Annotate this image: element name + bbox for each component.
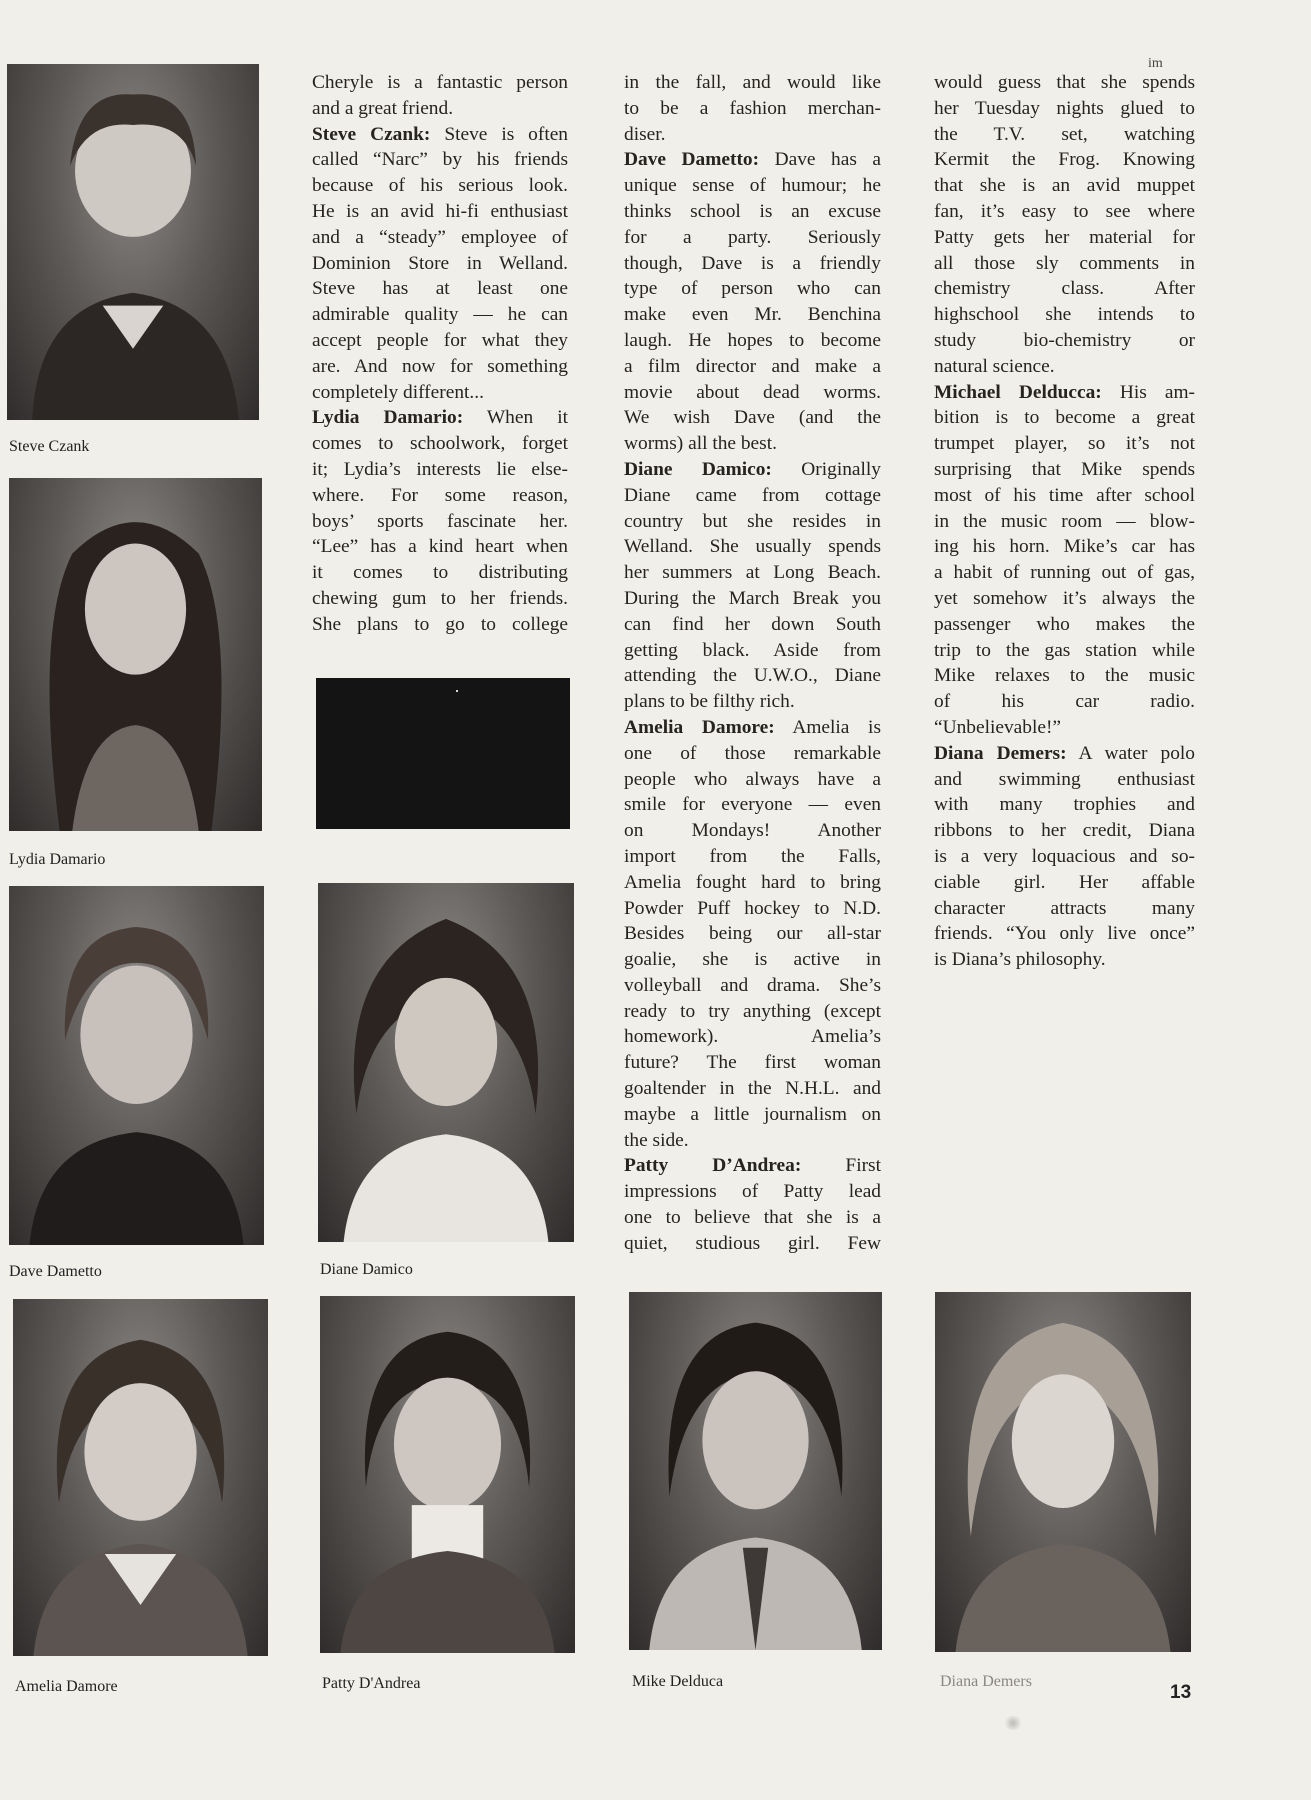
caption-diana-demers: Diana Demers [940,1673,1032,1690]
line-text: quiet, studious girl. Few [624,1232,881,1254]
line-text: natural science. [934,355,1055,377]
line-text: smile for everyone — even [624,794,881,816]
line-text: her Tuesday nights glued to [934,97,1195,119]
text-line [624,483,881,509]
line-text: the T.V. set, watching [934,123,1195,145]
text-line [934,767,1195,793]
line-text: bition is to become a great [934,407,1195,429]
line-text: Dave has a [759,149,881,171]
line-text: admirable quality — he can [312,304,568,326]
line-text: Mike relaxes to the music [934,665,1195,687]
line-text: ribbons to her credit, Diana [934,820,1195,842]
text-line [934,96,1195,122]
line-text: passenger who makes the [934,613,1195,635]
text-line [624,638,881,664]
line-text: ciable girl. Her affable [934,871,1195,893]
line-text: make even Mr. Benchina [624,304,881,326]
line-text: would guess that she spends [934,72,1195,93]
text-line [624,1153,881,1179]
text-line [624,999,881,1025]
text-column-3 [934,70,1195,973]
text-line [934,173,1195,199]
line-text: ing his horn. Mike’s car has [934,536,1195,558]
text-line [624,431,881,457]
text-line [934,70,1195,96]
text-line [624,870,881,896]
line-text: a habit of running out of gas, [934,562,1195,584]
line-text: attending the U.W.O., Diane [624,665,881,687]
text-line [624,122,881,148]
text-line [624,663,881,689]
text-line [934,792,1195,818]
line-text: Patty gets her material for [934,226,1195,248]
text-line [624,534,881,560]
line-text: surprising that Mike spends [934,458,1195,480]
text-line [934,431,1195,457]
line-text: Welland. She usually spends [624,536,881,558]
text-line [934,328,1195,354]
caption-diane-damico: Diane Damico [320,1261,413,1278]
text-line [934,509,1195,535]
text-line [312,199,568,225]
line-text: impressions of Patty lead [624,1181,881,1203]
text-line [934,612,1195,638]
line-text: goalie, she is active in [624,949,881,971]
text-line [624,199,881,225]
text-line [934,199,1195,225]
line-text: Amelia is [774,716,881,738]
text-column-1 [312,70,568,638]
line-text: goaltender in the N.H.L. and [624,1078,881,1100]
text-line [624,251,881,277]
text-line [624,560,881,586]
line-text: one of those remarkable [624,742,881,764]
line-text: it; Lydia’s interests lie else- [312,458,568,480]
student-name: Lydia Damario: [312,407,464,429]
caption-dave-dametto: Dave Dametto [9,1263,102,1280]
line-text: plans to be filthy rich. [624,691,795,713]
line-text: one to believe that she is a [624,1207,881,1229]
student-name: Patty D’Andrea: [624,1155,802,1177]
text-line [624,896,881,922]
text-line [312,509,568,535]
line-text: is a very loquacious and so- [934,845,1195,867]
text-line [624,405,881,431]
line-text: boys’ sports fascinate her. [312,510,568,532]
line-text: Cheryle is a fantastic person [312,72,568,93]
text-line [624,509,881,535]
text-line [312,328,568,354]
line-text: getting black. Aside from [624,639,881,661]
text-line [624,354,881,380]
text-line [624,947,881,973]
line-text: trumpet player, so it’s not [934,433,1195,455]
text-line [934,921,1195,947]
line-text: Amelia fought hard to bring [624,871,881,893]
text-line [934,947,1195,973]
text-line [934,380,1195,406]
text-line [624,147,881,173]
line-text: because of his serious look. [312,175,568,197]
photo-diana-demers [935,1292,1191,1652]
text-line [934,663,1195,689]
line-text: people who always have a [624,768,881,790]
line-text: Originally [771,458,881,480]
photo-mike-delduca [629,1292,882,1650]
text-line [312,560,568,586]
text-line [934,225,1195,251]
line-text: in the music room — blow- [934,510,1195,532]
text-line [624,1179,881,1205]
text-line [624,973,881,999]
caption-patty-dandrea: Patty D'Andrea [322,1675,421,1692]
line-text: maybe a little journalism on [624,1103,881,1125]
line-text: When it [463,407,568,429]
text-line [624,276,881,302]
line-text: unique sense of humour; he [624,175,881,197]
line-text: in the fall, and would like [624,72,881,93]
line-text: called “Narc” by his friends [312,149,568,171]
line-text: homework). Amelia’s [624,1026,881,1048]
text-line [624,586,881,612]
text-line [624,741,881,767]
line-text: She plans to go to college [312,613,568,635]
line-text: chewing gum to her friends. [312,587,568,609]
text-line [624,302,881,328]
print-smudge [1003,1716,1023,1730]
line-text: friends. “You only live once” [934,923,1195,945]
line-text: a film director and make a [624,355,881,377]
line-text: “Lee” has a kind heart when [312,536,568,558]
text-line [312,586,568,612]
text-line [312,302,568,328]
line-text: Steve is often [430,123,568,145]
text-line [624,225,881,251]
text-line [312,147,568,173]
caption-mike-delduca: Mike Delduca [632,1673,724,1690]
text-line [934,276,1195,302]
line-text: fan, it’s easy to see where [934,200,1195,222]
text-line [312,457,568,483]
text-line [934,896,1195,922]
line-text: though, Dave is a friendly [624,252,881,274]
text-line [624,1024,881,1050]
line-text: trip to the gas station while [934,639,1195,661]
text-line [934,586,1195,612]
text-line [624,792,881,818]
text-line [624,1050,881,1076]
line-text: it comes to distributing [312,562,568,584]
text-line [934,638,1195,664]
photo-amelia-damore [13,1299,268,1656]
text-line [312,70,568,96]
text-line [934,457,1195,483]
text-line [624,612,881,638]
line-text: study bio-chemistry or [934,329,1195,351]
caption-lydia-damario: Lydia Damario [9,851,106,868]
text-line [624,380,881,406]
text-line [624,457,881,483]
text-line [624,715,881,741]
text-line [312,431,568,457]
line-text: her summers at Long Beach. [624,562,881,584]
line-text: character attracts many [934,897,1195,919]
line-text: and swimming enthusiast [934,768,1195,790]
line-text: the side. [624,1129,689,1151]
text-line [934,844,1195,870]
line-text: to be a fashion merchan- [624,97,881,119]
line-text: He is an avid hi-fi enthusiast [312,200,568,222]
photo-diane-damico [318,883,574,1242]
text-line [312,122,568,148]
line-text: chemistry class. After [934,278,1195,300]
photo-steve-czank [7,64,259,420]
text-line [624,1102,881,1128]
line-text: on Mondays! Another [624,820,881,842]
text-line [312,225,568,251]
line-text: laugh. He hopes to become [624,329,881,351]
line-text: import from the Falls, [624,845,881,867]
text-line [312,173,568,199]
text-line [312,96,568,122]
text-line [934,534,1195,560]
text-line [624,1205,881,1231]
text-line [624,844,881,870]
line-text: and a “steady” employee of [312,226,568,248]
student-name: Diana Demers: [934,742,1067,764]
line-text: Steve has at least one [312,278,568,300]
line-text: Diane came from cottage [624,484,881,506]
text-line [934,251,1195,277]
photo-patty-dandrea [320,1296,575,1653]
text-line [312,534,568,560]
line-text: highschool she intends to [934,304,1195,326]
text-line [934,354,1195,380]
text-line [312,380,568,406]
text-line [934,560,1195,586]
line-text: future? The first woman [624,1052,881,1074]
photo-dave-dametto [9,886,264,1245]
text-line [934,818,1195,844]
text-line [312,354,568,380]
line-text: ready to try anything (except [624,1000,881,1022]
text-line [624,70,881,96]
caption-steve-czank: Steve Czank [9,438,90,455]
line-text: are. And now for something [312,355,568,377]
line-text: movie about dead worms. [624,381,881,403]
text-line [934,147,1195,173]
line-text: with many trophies and [934,794,1195,816]
line-text: diser. [624,123,666,145]
line-text: During the March Break you [624,587,881,609]
line-text: A water polo [1066,742,1195,764]
line-text: Dominion Store in Welland. [312,252,568,274]
line-text: where. For some reason, [312,484,568,506]
blank-photo-placeholder [316,678,570,829]
line-text: worms) all the best. [624,433,777,455]
text-line [934,302,1195,328]
student-name: Diane Damico: [624,458,772,480]
text-line [312,483,568,509]
text-line [934,483,1195,509]
text-line [624,173,881,199]
line-text: is Diana’s philosophy. [934,949,1106,971]
text-column-2 [624,70,881,1257]
text-line [624,1128,881,1154]
text-line [934,405,1195,431]
line-text: most of his time after school [934,484,1195,506]
line-text: for a party. Seriously [624,226,881,248]
line-text: We wish Dave (and the [624,407,881,429]
line-text: country but she resides in [624,510,881,532]
line-text: and a great friend. [312,97,454,119]
line-text: all those sly comments in [934,252,1195,274]
student-name: Michael Delducca: [934,381,1102,403]
text-line [934,122,1195,148]
line-text: accept people for what they [312,329,568,351]
text-line [312,276,568,302]
corner-mark: im [1148,56,1163,71]
caption-amelia-damore: Amelia Damore [15,1678,118,1695]
line-text: yet somehow it’s always the [934,587,1195,609]
photo-lydia-damario [9,478,262,831]
text-line [624,818,881,844]
text-line [624,1076,881,1102]
text-line [624,1231,881,1257]
line-text: thinks school is an excuse [624,200,881,222]
line-text: Powder Puff hockey to N.D. [624,897,881,919]
line-text: First [801,1155,881,1177]
text-line [312,405,568,431]
line-text: that she is an avid muppet [934,175,1195,197]
text-line [934,689,1195,715]
text-line [934,715,1195,741]
text-line [624,921,881,947]
line-text: completely different... [312,381,484,403]
text-line [934,741,1195,767]
line-text: volleyball and drama. She’s [624,974,881,996]
line-text: “Unbelievable!” [934,716,1062,738]
text-line [624,689,881,715]
text-line [624,328,881,354]
text-line [624,767,881,793]
page-number: 13 [1170,1682,1192,1703]
student-name: Dave Dametto: [624,149,760,171]
student-name: Amelia Damore: [624,716,775,738]
text-line [624,96,881,122]
text-line [312,612,568,638]
line-text: His am- [1101,381,1195,403]
line-text: can find her down South [624,613,881,635]
line-text: comes to schoolwork, forget [312,433,568,455]
text-line [312,251,568,277]
text-line [934,870,1195,896]
line-text: of his car radio. [934,691,1195,713]
student-name: Steve Czank: [312,123,431,145]
line-text: Besides being our all-star [624,923,881,945]
line-text: type of person who can [624,278,881,300]
line-text: Kermit the Frog. Knowing [934,149,1195,171]
